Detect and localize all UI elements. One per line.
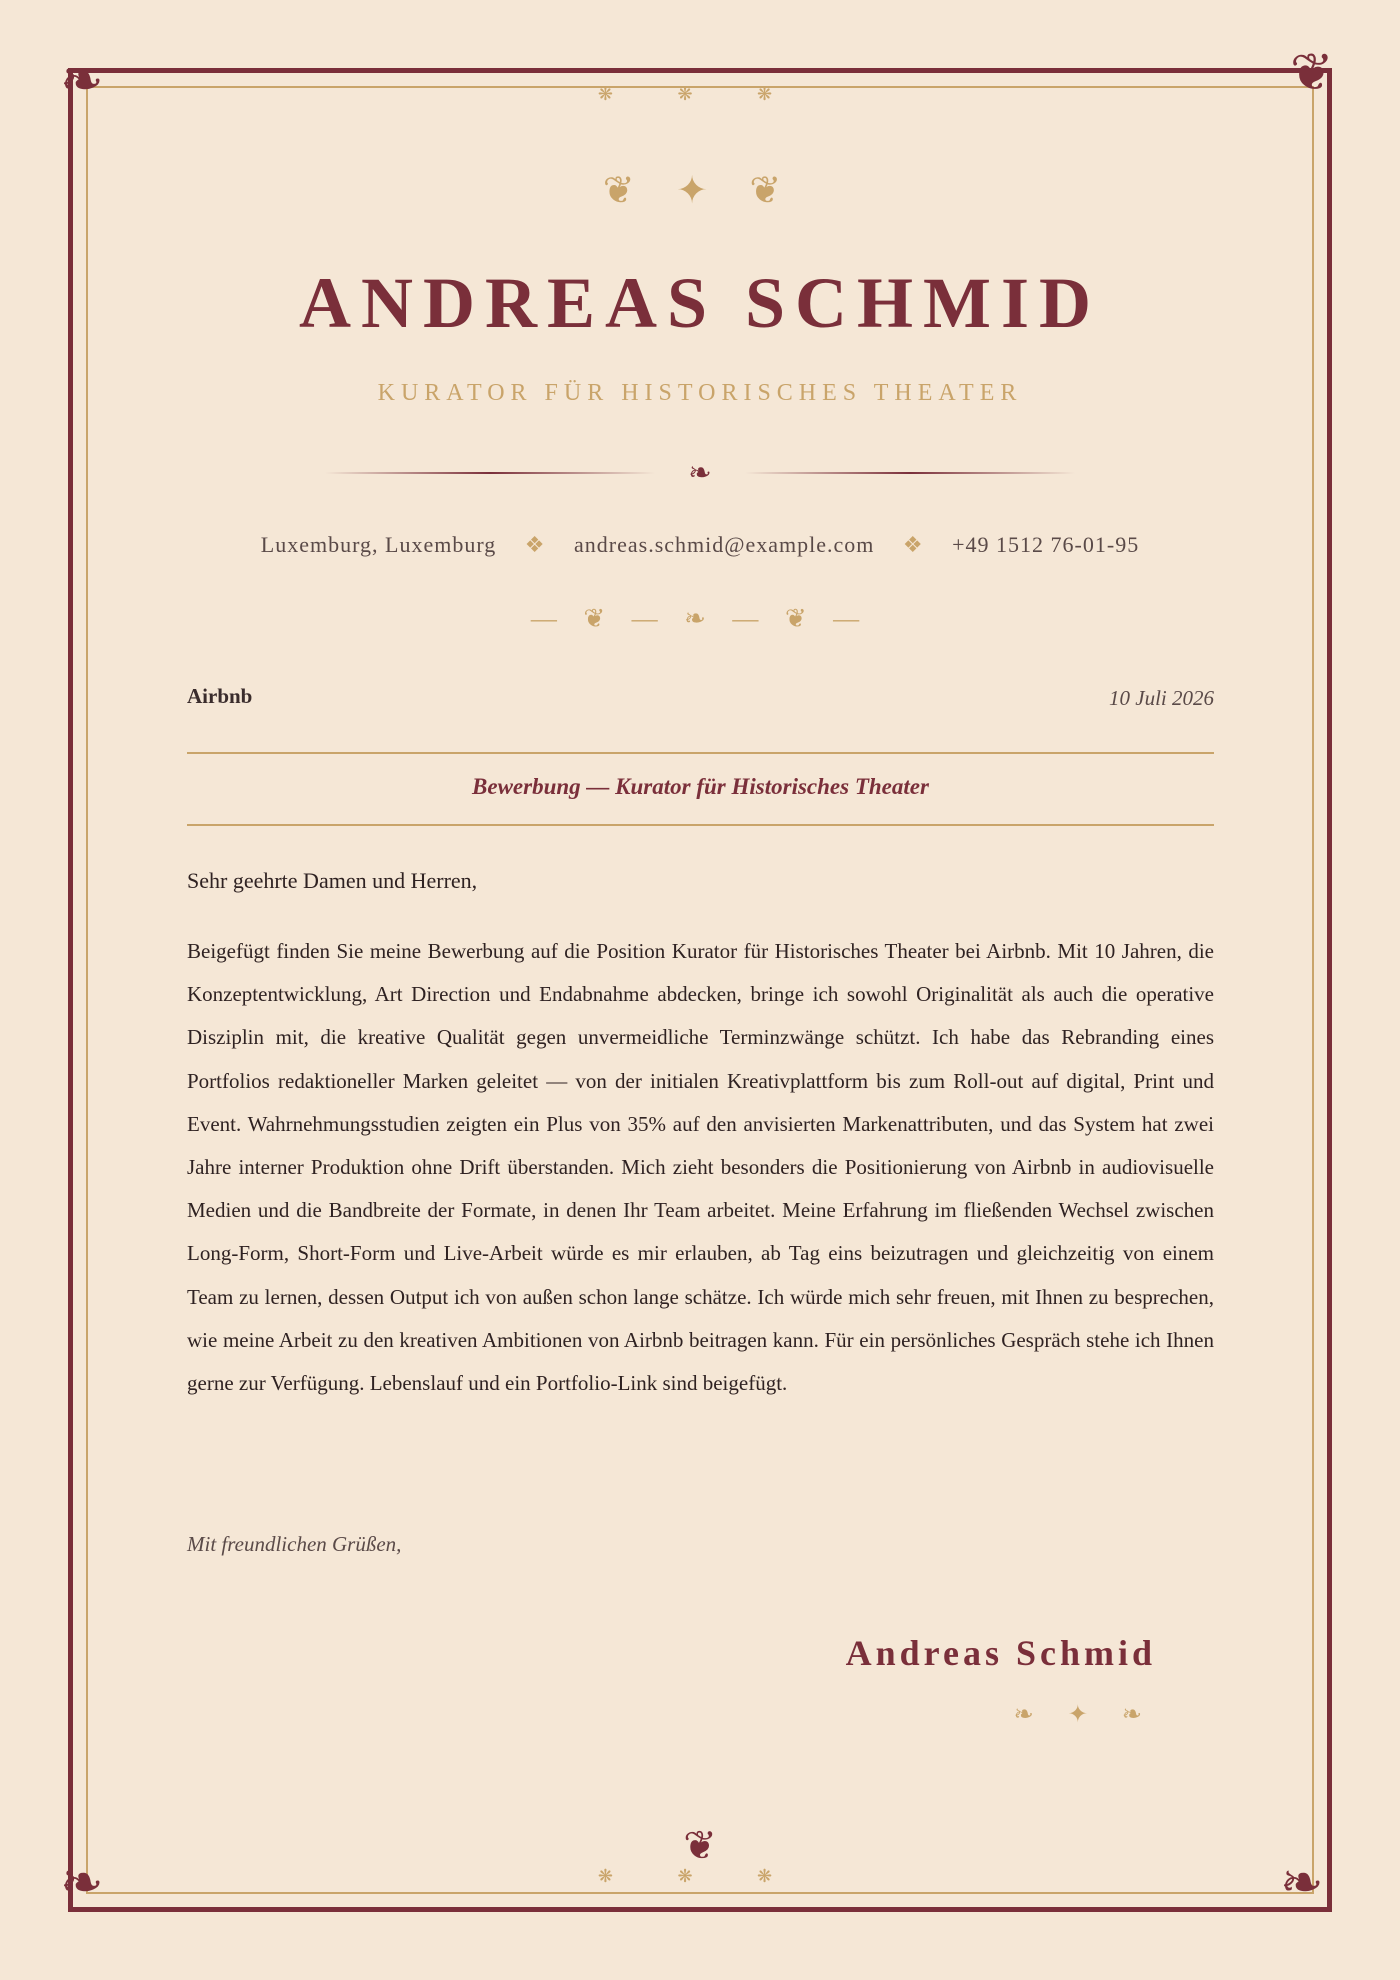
- subject-rule-top: [187, 752, 1214, 754]
- diamond-separator-icon: ❖: [902, 532, 924, 557]
- contact-phone[interactable]: +49 1512 76-01-95: [952, 532, 1140, 557]
- corner-ornament-icon: ❧: [60, 1855, 104, 1912]
- header-ornament-icon: ❦ ✦ ❦: [602, 170, 798, 212]
- subject-rule-bottom: [187, 824, 1214, 826]
- corner-ornament-icon: ❧: [60, 53, 104, 110]
- letter-body: Beigefügt finden Sie meine Bewerbung auf die Position Kurator für Historisches Theater bei Airbnb. Mit 10 Jahren, die Konzeptentwicklung, Art Direction und Endabnahme abdecken, bringe ich sowohl Originalität als auch die operative Disziplin mit, die kreative Qualität gegen unvermeidliche Terminzwänge schützt. Ich habe das Rebranding eines Portfolios redaktioneller Marken geleitet — von der initialen Kreativplattform bis zum Roll-out auf digital, Print und Event. Wahrnehmungsstudien zeigten ein Plus von 35% auf den anvisierten Markenattributen, und das System hat zwei Jahre interner Produktion ohne Drift überstanden. Mich zieht besonders die Positionierung von Airbnb in audiovisuelle Medien und die Bandbreite der Formate, in denen Ihr Team arbeitet. Meine Erfahrung im fließenden Wechsel zwischen Long-Form, Short-Form und Live-Arbeit würde es mir erlauben, ab Tag eins beizutragen und gleichzeitig von einem Team zu lernen, dessen Output ich von außen schon lange schätze. Ich würde mich sehr freuen, mit Ihnen zu besprechen, wie meine Arbeit zu den kreativen Ambitionen von Airbnb beitragen kann. Für ein persönliches Gespräch stehe ich Ihnen gerne zur Verfügung. Lebenslauf und ein Portfolio-Link sind beigefügt.: [187, 939, 1214, 1396]
- letter-date: 10 Juli 2026: [1109, 686, 1214, 710]
- contact-email[interactable]: andreas.schmid@example.com: [574, 532, 875, 557]
- letter-subject: Bewerbung — Kurator für Historisches Theater: [472, 774, 929, 799]
- signature: Andreas Schmid: [845, 1633, 1156, 1673]
- applicant-role: KURATOR FÜR HISTORISCHES THEATER: [377, 380, 1023, 406]
- fleuron-icon: ❧: [688, 458, 712, 489]
- header-divider: [325, 458, 1075, 488]
- section-ornament-icon: — ❦ — ❧ — ❦ —: [530, 604, 870, 633]
- applicant-name: ANDREAS SCHMID: [298, 263, 1102, 343]
- star-ornament-icon: ❋ ❋ ❋: [597, 84, 803, 104]
- contact-line: [0, 532, 1400, 558]
- recipient-company: Airbnb: [187, 684, 253, 708]
- corner-ornament-icon: ❧: [1280, 1855, 1324, 1912]
- star-ornament-icon: ❋ ❋ ❋: [597, 1866, 803, 1886]
- closing-phrase: Mit freundlichen Grüßen,: [187, 1532, 402, 1556]
- salutation: Sehr geehrte Damen und Herren,: [187, 868, 478, 893]
- signature-ornament-icon: ❧ ✦ ❧: [1013, 1702, 1156, 1728]
- divider-line: [745, 472, 1075, 474]
- contact-location: Luxemburg, Luxemburg: [260, 532, 497, 557]
- corner-ornament-icon: ❦: [1290, 45, 1334, 102]
- bottom-fleuron-icon: ❦: [683, 1823, 717, 1868]
- diamond-separator-icon: ❖: [524, 532, 546, 557]
